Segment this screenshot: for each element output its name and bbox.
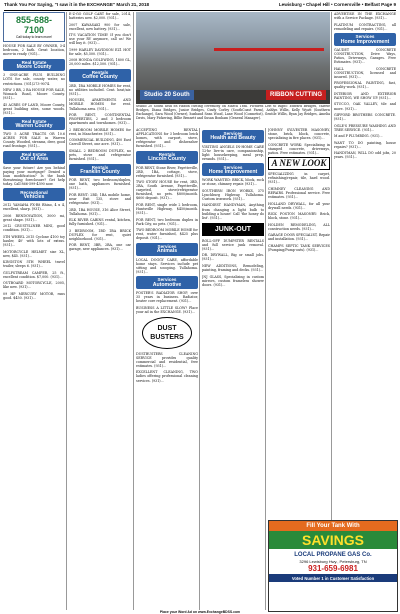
page-header xyxy=(4,2,396,10)
propane-ad-top: Fill Your Tank With xyxy=(269,521,397,531)
classified-ad: FOR RENT, Stone River, Fayetteville, 2BD, 1BA, cottage, stove, refrigerator furnished. (931)... xyxy=(136,165,198,178)
classified-ad: LOCAL DOGGY CARE, affordable home stays. Services include pet sitting and scooping. Tullahoma. (931)... xyxy=(136,257,198,274)
classified-ad: ACCEPTING RENTAL APPLICATIONS for 3 bedroom brick homes, with carport, stove, refrigerator and dishwasher furnished. (931)... xyxy=(136,128,198,149)
classified-ad: DR. DRYWALL, Big or small jobs. (931)... xyxy=(202,253,264,262)
classified-ad: GAUDET CONCRETE CONSTRUCTION, Drive Ways, Patios, Driveways, Garages. Free Estimates. (931)... xyxy=(334,47,396,65)
classified-ad: GULFSTREAM CAMPER, 25 ft., excellent condition. $7,000. (931)... xyxy=(3,270,65,279)
photo-right-label: RIBBON CUTTING xyxy=(266,90,326,100)
section-heading xyxy=(3,117,65,130)
classified-ad: ROLL-OFF DUMPSTER RENTALS and full service junk removal. (931)... xyxy=(202,238,264,251)
classified-ad: KINGSTON 5TH WHEEL travel trailer, sleeps 6. (931)... xyxy=(3,260,65,269)
classified-ad: HOLLAND DRYWALL, for all your drywall needs. (931)... xyxy=(268,201,330,210)
classified-ad: EXCELLENT CLEANING, TWO ladies offering professional cleaning services. (931)... xyxy=(136,370,198,383)
phone-ad xyxy=(3,12,65,42)
classified-ad: ELK RIVER CABINS rental, kitchen, fully furnished. (931)... xyxy=(69,218,131,227)
section-heading xyxy=(136,151,198,164)
classified-ad: HANDIEST HANDYMAN, Anything from changing a light bulb to building a house! Call 'the honey do list'. (931)... xyxy=(202,203,264,220)
classified-ad: HANDYMAN, WILL DO odd jobs, 20 years. (931)... xyxy=(334,151,396,160)
section-heading xyxy=(334,33,396,46)
classified-ad: 3 BEDROOM, 1BD 1BA BRICK DUPLEX for rent, quiet neighborhood. (931)... xyxy=(69,228,131,241)
classified-ad: OUTBOARD MOTORCYCLE, 2005, like new. (931)... xyxy=(3,281,65,290)
classified-ad: SPECIALIZING in carpet, refinishing/repair, tile, hard wood. (931)... xyxy=(268,172,330,185)
header-left: Thank You For Saying, "I saw it in the EXCHANGE" March 21, 2018 xyxy=(4,2,150,7)
classified-ad: CHAMPS SEPTIC TANK SERVICES (Pumping/Pump-outs). (931)... xyxy=(268,243,330,252)
section-heading-line: Home Improvement xyxy=(340,38,390,45)
classified-ad: FOR RENT, two bedroom/duplex, one bath, appliances furnished. (931)... xyxy=(69,178,131,191)
column-6 xyxy=(334,12,396,518)
propane-ad-phone: 931-659-6981 xyxy=(308,564,358,573)
classified-ad: ADVERTISE IN THE EXCHANGE with a Service Package. (931)... xyxy=(334,12,396,21)
classified-ad: SOUTHERN IRON WORKS, 375 Lynchburg Highway, Tullahoma. Custom ironwork. (931)... xyxy=(202,188,264,201)
classified-ad: M and P PLUMBING. (931)... xyxy=(334,134,383,139)
section-heading-line: Services xyxy=(157,243,177,249)
classified-ad: BUSINESS A LITTLE SLOW? Place your ad in the EXCHANGE. (931)... xyxy=(136,305,198,314)
phone-ad-text: Call today to learn more! xyxy=(16,35,52,39)
column-3-content xyxy=(136,128,198,383)
column-6-content xyxy=(334,12,396,160)
photo-caption: Studio 20 South held its ribbon cutting ceremony on March 16th. Pictured Left to Right: Edward Bridges, Valerie Bridges, Diana Bridges, Junior Bridges, Cindy Corley (SouthCoast Farm), Ashlyn Willis, Kelly Wyatt (Southern Exchange), Sara Wood (Owner), husband Sean Wood, Lane Wood (Cosmetist), Gentile Willis, Ryan Jay Bridges, Amelia Davis, Mary Pickering, Billie Bennett and Susan Bonham (General Manager). xyxy=(136,105,330,120)
section-heading-line: Coffee County xyxy=(82,74,118,81)
classified-ad: NEW ADDITIONS, Remodeling, painting, framing and decks. (931)... xyxy=(202,263,264,272)
column-5 xyxy=(268,128,330,518)
column-4 xyxy=(202,128,264,610)
section-heading-line: Services xyxy=(223,131,243,137)
propane-ad-address: 3296 Lewisburg Hwy., Petersburg, TN xyxy=(299,559,367,564)
classified-ad: 2012 YAMAHA FX-R8 Rhino, 4 x 4, excellent, sharp. (931)... xyxy=(3,203,65,212)
classified-ad: 5TH WHEEL 2015 Cyclone 4100 toy hauler, 40' with lots of extras. (931)... xyxy=(3,234,65,247)
classified-ad: COMMERCIAL BUILDING, 400 East Carroll Street, one acre. (931)... xyxy=(69,138,131,147)
section-heading-line: Real Estate xyxy=(21,118,47,124)
column-2 xyxy=(69,12,131,610)
classified-ad: 09 HP MERCURY MOTOR, runs good. $450. (931)... xyxy=(3,291,65,300)
column-divider xyxy=(199,128,200,610)
section-heading-line: Lincoln County xyxy=(148,156,186,163)
classified-ad: PLATINUM CONTRACTING, all remodeling and repairs. (931)... xyxy=(334,22,396,31)
classified-ad: JNJ GLASS, Specializing in custom mirrors, custom frameless shower doors. (931)... xyxy=(202,274,264,287)
classified-ad: 2 BEDROOM MOBILE HOMES for rent, in Manchester. (931)... xyxy=(69,127,131,136)
classified-ad: MOTORCYCLE HELMET size XL, new, $45. (931)... xyxy=(3,249,65,258)
section-heading-line: Rentals xyxy=(158,151,176,157)
phone-ad-number: 855-688-7100 xyxy=(15,15,53,35)
classified-ad: FOR RENT: 2BD, 1BA mobile home, near Exit 135, stove and refrigerator. (931)... xyxy=(69,192,131,206)
section-heading-line: Rentals xyxy=(91,70,109,76)
section-heading xyxy=(3,151,65,164)
section-heading xyxy=(3,59,65,72)
classified-ad: RICK POSTON MASONRY: Brick, block, stone. (931)... xyxy=(268,212,330,221)
photo-left-label: Studio 20 South xyxy=(140,90,194,100)
classified-ad: HALL CONCRETE CONSTRUCTION, licensed and insured. (931)... xyxy=(334,66,396,79)
classified-ad: WORK WANTED: BRICK, block, rock or stone, chimney repair. (931)... xyxy=(202,178,264,187)
section-heading xyxy=(202,130,264,143)
column-5-content xyxy=(268,128,330,252)
classified-ad: Save your future! Are you behind paying your mortgage? Denied a loan modification? Is the bank threatening foreclosure? Get help today. Call 866-599-4390 now. xyxy=(3,165,65,186)
section-heading-line: Vehicles xyxy=(23,193,45,200)
classified-ad: 2007 KAWASAKI 900 for sale, excellent, new battery. (931)... xyxy=(69,22,131,31)
classified-ad: INTERIOR AND EXTERIOR PAINTING, WE SHOW UP. (931)... xyxy=(334,91,396,100)
section-heading xyxy=(136,243,198,256)
classified-ad: NEW 3 BR, 2 BA HOUSE FOR SALE, Womack Road, Moore County. (931)... xyxy=(3,88,65,101)
classified-ad: 45 ACRES OF LAND, Moore County, great building sites, some woods. (931)... xyxy=(3,102,65,115)
classified-ad: SMALL 2 BEDROOM DUPLEX, no pets, stove and refrigerator furnished. (931)... xyxy=(69,148,131,161)
classified-ad: HOUSE FOR SALE BY OWNER, 3-4 bedroom, 2 bath. Great location, move-in ready. (931)... xyxy=(3,44,65,57)
classified-ad: E-Z-GO GOLF CART for sale, 2014, batteries new. $2,000. (931)... xyxy=(69,12,131,21)
column-1-content xyxy=(3,44,65,300)
classified-ad: 2006 RENDOVATION, 3000 mi, great shape. (931)... xyxy=(3,213,65,222)
classified-ad: GIFFORD BROTHERS CONCRETE. (931)... xyxy=(334,113,396,122)
propane-ad-business: LOCAL PROPANE GAS Co. xyxy=(294,552,372,558)
section-heading-line: Health and Beauty xyxy=(210,135,256,142)
section-heading-line: Out of Area xyxy=(19,156,49,163)
section-heading-line: Animals xyxy=(156,248,178,255)
section-heading-line: Home Improvement xyxy=(208,168,258,175)
column-3 xyxy=(136,128,198,610)
classified-ad: IT'S VACATION TIME! If you don't use your RV anymore, call us! We will buy it. (931)... xyxy=(69,33,131,46)
photo-labels xyxy=(136,86,330,104)
section-heading xyxy=(3,188,65,201)
ribbon xyxy=(214,48,324,51)
classified-ad: TWO BEDROOM MOBILE HOME for rent, water furnished, $425 plus deposit. (931)... xyxy=(136,228,198,241)
section-heading-line: Services xyxy=(355,34,375,40)
classified-ad: FOR RENT, CONTINENTAL PROPERTIES, 2 and 3 bedroom apartments and townhomes. (931)... xyxy=(69,113,131,126)
column-divider xyxy=(66,12,67,610)
column-2-content xyxy=(69,12,131,252)
section-heading xyxy=(136,276,198,289)
classified-ad: 1999 HARLEY DAVIDSON EZ1 HOT for sale, $5,500. (931)... xyxy=(69,47,131,56)
header-rule xyxy=(4,10,396,11)
classified-ad: CHIMNEY CLEANING AND REPAIRS. Professional service. Free estimates. (931)... xyxy=(268,186,330,200)
classified-ad: PROFESSIONAL PAINTING, fast, quality work. (931)... xyxy=(334,81,396,90)
page-footer: Place your Word Ad on www.ExchangeBDSS.com xyxy=(159,610,241,614)
classified-ad: FOSTER'S RADIATOR SHOP, over 35 years in business. Radiator, heater core replacement. (931)... xyxy=(136,291,198,304)
section-heading xyxy=(69,164,131,177)
classified-ad: FOR RENT, 3BR, 2BA, one car garage, new appliances. (931)... xyxy=(69,243,131,252)
classified-ad: OGLE'S PRESSURE WASHING AND TREE SERVICE. (931)... xyxy=(334,123,396,132)
section-heading-line: Real Estate xyxy=(21,59,47,65)
classified-ad: HOLDEN REMODELING, ALL construction needs. (931)... xyxy=(268,222,330,231)
classified-ad: FOR RENT, single wide 2 bedroom, Huntsville Highway, $450/month. (931)... xyxy=(136,202,198,215)
dust-busters-logo: DUST BUSTERS xyxy=(142,317,192,349)
section-heading-line: Rentals xyxy=(91,164,109,170)
propane-ad-savings: SAVINGS xyxy=(269,531,397,549)
classified-ad: 2BD, 1BA MOBILE HOMES for rent, no utilities included. Cent. heat/air. (931)... xyxy=(69,83,131,96)
propane-ad xyxy=(268,520,398,612)
junk-out-logo: JUNK-OUT xyxy=(202,223,264,236)
section-heading-line: Recreational xyxy=(20,189,48,195)
classified-ad: TWO 5 ACRE TRACTS OR 10.6 ACRES FOR SALE in Warren County. Wooded, streams, deer, good road frontage. (931)... xyxy=(3,132,65,149)
column-divider xyxy=(265,128,266,610)
section-heading-line: Automotive xyxy=(152,281,182,288)
classified-ad: DUSTBUSTERS CLEANING SERVICE provides quality commercial and residential, free estimates. (931)... xyxy=(136,351,198,368)
classified-ad: 2008 HONDA GOLDWING, 1800 GL, 20,000 miles. $12,500. (931)... xyxy=(69,58,131,67)
classified-ad: CONCRETE WORK: Specializing in stamped concrete, driveways, patios. Free estimates. (931)... xyxy=(268,142,330,155)
classified-ad: FOR RENT, two bedroom duplex in Park City, no pets. (931)... xyxy=(136,217,198,226)
section-heading xyxy=(69,69,131,82)
classified-ad: JOHNNY SYLVESTER MASONRY, stone, brick, block, concrete, specializing in fire places. (931)... xyxy=(268,128,330,141)
column-1 xyxy=(3,12,65,610)
new-look-logo: A NEW LOOK xyxy=(268,157,330,170)
header-right: Lewisburg • Chapel Hill • Cornersville • Belfast Page 9 xyxy=(278,2,396,7)
column-divider xyxy=(133,12,134,610)
section-heading-line: Warren County xyxy=(15,122,53,129)
classified-ad: 3 ONE-ACRE PLUS BUILDING LOTS for sale, county water, no restrictions. (931)273-9074. xyxy=(3,73,65,86)
section-heading-line: Franklin County xyxy=(80,168,120,175)
section-heading-line: Services xyxy=(223,164,243,170)
classified-ad: WANT TO DO painting, house repairs? (931)... xyxy=(334,140,396,149)
classified-ad: STUCCO, OAK VALLEY, tile and more. (931)... xyxy=(334,102,396,111)
classified-ad: 2BD, 1BA HOUSE, 316 Alice Street, Tullahoma. (931)... xyxy=(69,207,131,216)
section-heading xyxy=(202,163,264,176)
section-heading-line: Services xyxy=(157,277,177,283)
section-heading-line: Moore County xyxy=(16,64,52,71)
classified-ad: GARAGE DOOR SPECIALIST, Repair and installation. (931)... xyxy=(268,233,330,242)
classified-ad: HOUSES, APARTMENTS AND MOBILE HOMES for rent. Tullahoma area. (931)... xyxy=(69,98,131,111)
section-heading-line: Real Estate xyxy=(21,152,47,157)
classified-ad: VISITING ANGELS IN-HOME CARE 12-hr live-in care, companionship, light housekeeping, meal prep, errands. (931)... xyxy=(202,144,264,161)
classified-ad: TWO STORY HOUSE for rent, 3BD, 2BA, South Avenue, Fayetteville, carpeted, stove/refrigerator furnished, no pets. $800/month. $600 deposit. (931)... xyxy=(136,180,198,201)
propane-ad-slogan: Voted Number 1 in Customer Satisfaction xyxy=(269,574,397,582)
classified-ad: 2012 CRUSTYLINER MINI, good condition. (931)... xyxy=(3,224,65,233)
column-4-content xyxy=(202,130,264,287)
